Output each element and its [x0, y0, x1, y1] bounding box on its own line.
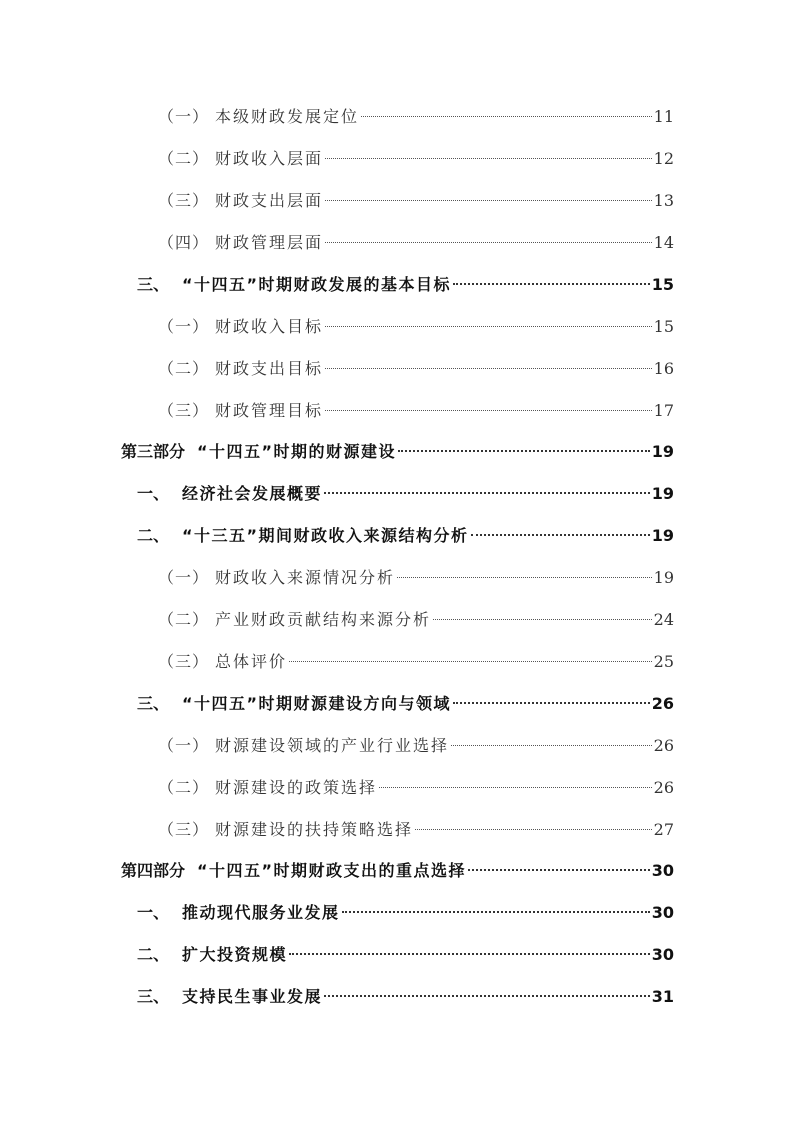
toc-entry-title: 财政管理层面: [215, 233, 324, 252]
toc-entry-number: （二）: [158, 610, 210, 629]
toc-entry-number: （三）: [158, 652, 210, 671]
toc-entry-number: （一）: [158, 568, 210, 587]
toc-entry-title: 财源建设领域的产业行业选择: [215, 736, 450, 755]
toc-entry[interactable]: [137, 898, 674, 928]
toc-entry-title: 财政支出目标: [215, 359, 324, 378]
toc-entry-page: 26: [651, 694, 674, 713]
dot-leader: [415, 829, 652, 830]
toc-entry-page: 11: [653, 107, 674, 126]
dot-leader: [361, 116, 652, 117]
toc-entry-number: 二、: [137, 526, 170, 545]
toc-entry-page: 15: [653, 317, 674, 336]
toc-entry-title: 经济社会发展概要: [182, 484, 323, 503]
dot-leader: [325, 242, 652, 243]
toc-entry-number: 三、: [137, 275, 170, 294]
toc-entry-page: 19: [651, 442, 674, 461]
toc-entry-page: 27: [653, 820, 674, 839]
toc-entry-title: “十四五”时期财政支出的重点选择: [197, 861, 467, 880]
toc-entry-title: 财政收入来源情况分析: [215, 568, 396, 587]
toc-entry-title: 扩大投资规模: [182, 945, 288, 964]
toc-entry-number: 三、: [137, 694, 170, 713]
toc-entry[interactable]: [158, 605, 674, 635]
toc-entry-title: 财政支出层面: [215, 191, 324, 210]
toc-entry[interactable]: [137, 479, 674, 509]
toc-entry[interactable]: [121, 437, 674, 467]
dot-leader: [324, 492, 650, 494]
dot-leader: [379, 787, 652, 788]
toc-entry-number: （一）: [158, 736, 210, 755]
toc-entry-page: 14: [653, 233, 674, 252]
toc-entry-number: 二、: [137, 945, 170, 964]
toc-entry-number: 三、: [137, 987, 170, 1006]
toc-entry[interactable]: [158, 396, 674, 426]
toc-entry[interactable]: [158, 815, 674, 845]
dot-leader: [342, 911, 650, 913]
dot-leader: [324, 995, 650, 997]
toc-entry[interactable]: [158, 102, 674, 132]
toc-entry-title: 支持民生事业发展: [182, 987, 323, 1006]
toc-entry-page: 30: [651, 903, 674, 922]
toc-entry[interactable]: [137, 270, 674, 300]
dot-leader: [325, 326, 652, 327]
toc-entry-page: 26: [653, 736, 674, 755]
toc-entry-number: （三）: [158, 820, 210, 839]
toc-entry-title: “十四五”时期财政发展的基本目标: [182, 275, 452, 294]
toc-entry-number: （三）: [158, 401, 210, 420]
toc-entry-page: 17: [653, 401, 674, 420]
toc-entry-page: 15: [651, 275, 674, 294]
toc-entry-number: 一、: [137, 484, 170, 503]
toc-entry-title: 产业财政贡献结构来源分析: [215, 610, 432, 629]
dot-leader: [397, 577, 652, 578]
toc-entry-number: （三）: [158, 191, 210, 210]
dot-leader: [325, 410, 652, 411]
dot-leader: [471, 534, 650, 536]
toc-entry[interactable]: [137, 982, 674, 1012]
toc-entry[interactable]: [158, 647, 674, 677]
toc-entry-page: 19: [653, 568, 674, 587]
toc-entry-title: 财政收入层面: [215, 149, 324, 168]
toc-entry-page: 19: [651, 484, 674, 503]
toc-entry-number: 第三部分: [121, 442, 186, 461]
toc-entry-page: 30: [651, 945, 674, 964]
toc-entry-title: “十四五”时期的财源建设: [197, 442, 397, 461]
toc-entry-page: 26: [653, 778, 674, 797]
toc-entry[interactable]: [158, 228, 674, 258]
toc-entry-title: “十三五”期间财政收入来源结构分析: [182, 526, 469, 545]
dot-leader: [325, 200, 652, 201]
toc-entry-number: （一）: [158, 317, 210, 336]
toc-entry[interactable]: [158, 731, 674, 761]
dot-leader: [451, 745, 652, 746]
dot-leader: [453, 702, 650, 704]
toc-entry-page: 19: [651, 526, 674, 545]
toc-entry-title: 财源建设的扶持策略选择: [215, 820, 414, 839]
toc-entry[interactable]: [158, 144, 674, 174]
toc-entry-title: 财政收入目标: [215, 317, 324, 336]
toc-entry-page: 30: [651, 861, 674, 880]
toc-entry-title: 财政管理目标: [215, 401, 324, 420]
dot-leader: [289, 953, 650, 955]
dot-leader: [453, 283, 650, 285]
toc-entry-page: 16: [653, 359, 674, 378]
dot-leader: [325, 158, 652, 159]
dot-leader: [468, 869, 650, 871]
toc-entry[interactable]: [158, 563, 674, 593]
toc-entry-title: 财源建设的政策选择: [215, 778, 378, 797]
toc-entry-number: （二）: [158, 149, 210, 168]
toc-entry-page: 12: [653, 149, 674, 168]
toc-entry[interactable]: [121, 856, 674, 886]
toc-entry-number: 一、: [137, 903, 170, 922]
toc-entry-title: 总体评价: [215, 652, 288, 671]
toc-entry[interactable]: [137, 689, 674, 719]
dot-leader: [433, 619, 652, 620]
toc-entry-number: （一）: [158, 107, 210, 126]
dot-leader: [289, 661, 652, 662]
toc-entry-title: “十四五”时期财源建设方向与领域: [182, 694, 452, 713]
toc-entry-title: 推动现代服务业发展: [182, 903, 340, 922]
toc-entry[interactable]: [158, 773, 674, 803]
dot-leader: [398, 450, 650, 452]
toc-entry-number: （二）: [158, 778, 210, 797]
toc-entry[interactable]: [158, 186, 674, 216]
toc-entry-page: 13: [653, 191, 674, 210]
toc-entry[interactable]: [137, 940, 674, 970]
dot-leader: [325, 368, 652, 369]
toc-entry[interactable]: [158, 312, 674, 342]
toc-entry-page: 24: [653, 610, 674, 629]
toc-entry-number: （二）: [158, 359, 210, 378]
toc-entry[interactable]: [158, 354, 674, 384]
toc-entry-page: 25: [653, 652, 674, 671]
toc-entry-page: 31: [651, 987, 674, 1006]
toc-entry-number: 第四部分: [121, 861, 186, 880]
toc-entry[interactable]: [137, 521, 674, 551]
toc-entry-number: （四）: [158, 233, 210, 252]
toc-entry-title: 本级财政发展定位: [215, 107, 360, 126]
